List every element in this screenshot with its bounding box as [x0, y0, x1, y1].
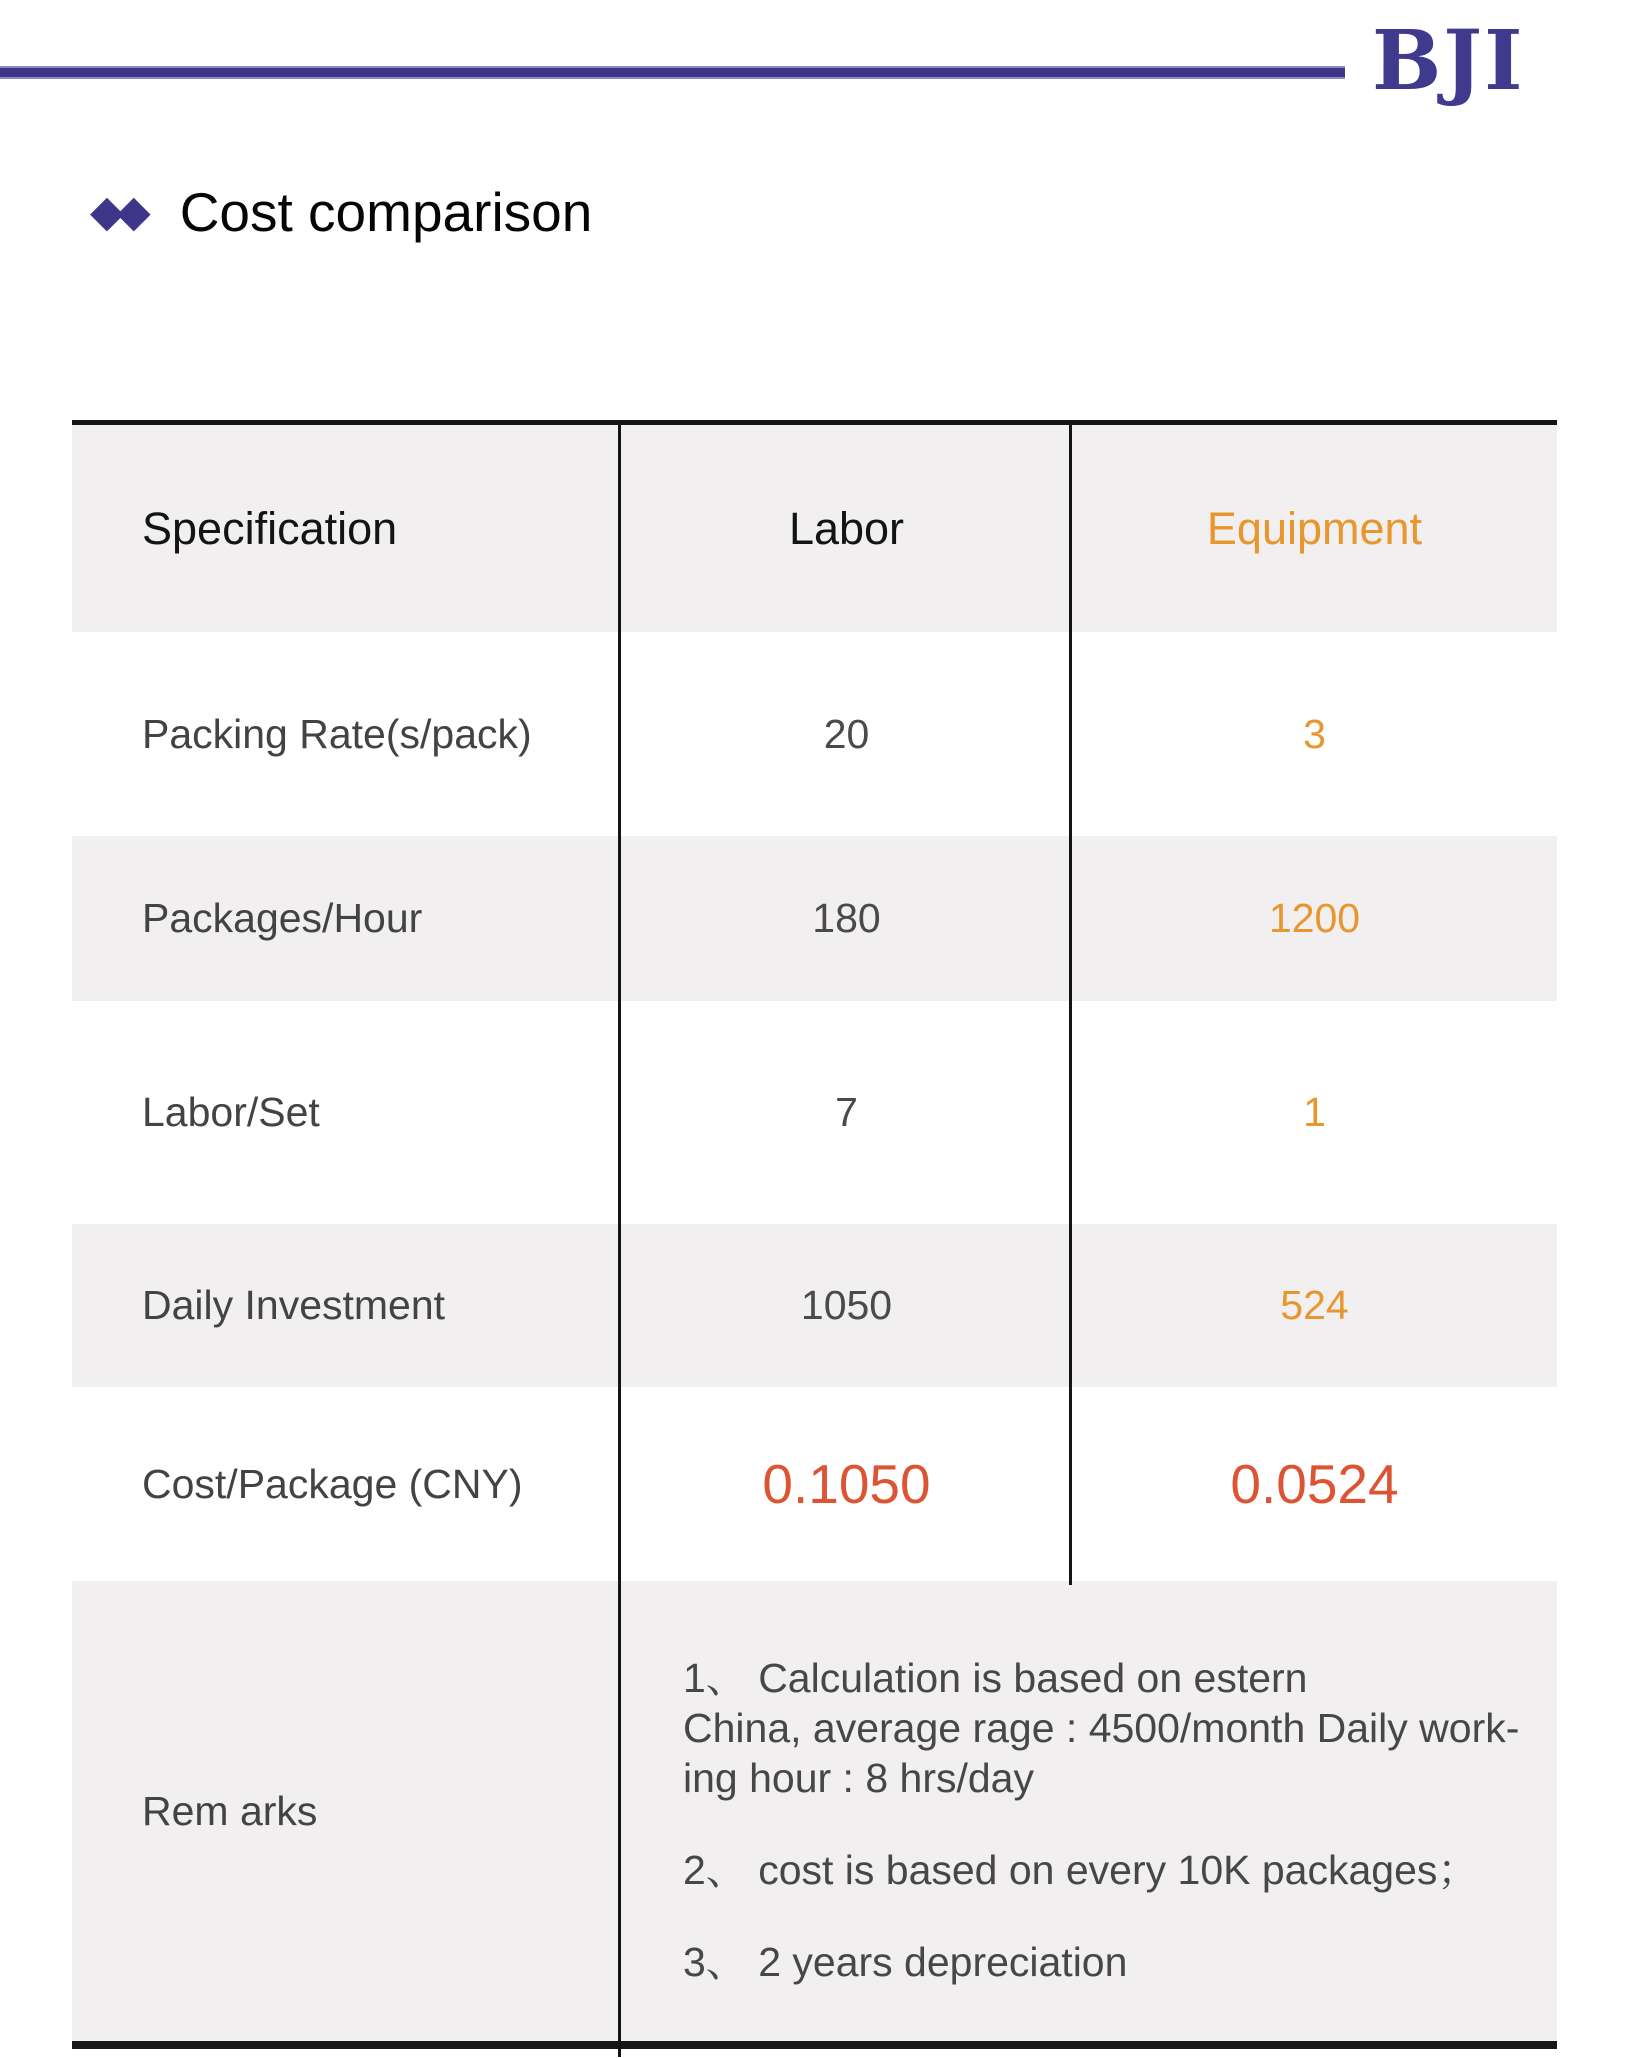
- cost-comparison-table: [72, 420, 1557, 2049]
- labor-value: 20: [823, 710, 870, 757]
- remarks-label: Rem arks: [142, 1787, 318, 1834]
- equipment-cost-value: 0.0524: [1230, 1453, 1399, 1515]
- header-equipment: Equipment: [1206, 502, 1423, 554]
- column-divider-2: [1069, 425, 1072, 1585]
- table-row-cost-package: [72, 1387, 1557, 1581]
- remark-line-2: China, average rage : 4500/month Daily work-: [683, 1705, 1520, 1751]
- row-label: Daily Investment: [142, 1282, 446, 1328]
- remark-line-1: 1、 Calculation is based on estern: [683, 1655, 1308, 1701]
- remarks-content: [621, 1581, 1557, 2041]
- remark-line-4: 2、 cost is based on every 10K packages；: [683, 1847, 1479, 1893]
- row-label: Packing Rate(s/pack): [142, 710, 532, 757]
- table-row-packing-rate: [72, 632, 1557, 836]
- table-row-labor-set: [72, 1001, 1557, 1224]
- equipment-value: 1200: [1268, 895, 1361, 941]
- title-row: [90, 178, 592, 246]
- row-label: Packages/Hour: [142, 895, 423, 941]
- equipment-value: 3: [1303, 710, 1326, 757]
- row-label: Cost/Package (CNY): [142, 1460, 523, 1507]
- table-row-packages-hour: [72, 836, 1557, 1001]
- labor-value: 1050: [800, 1282, 893, 1328]
- diamond-bullet-icon: ◆◆: [90, 187, 144, 236]
- labor-cost-value: 0.1050: [762, 1453, 931, 1515]
- header-specification: Specification: [142, 502, 398, 554]
- labor-value: 7: [835, 1089, 858, 1135]
- remark-line-5: 3、 2 years depreciation: [683, 1939, 1128, 1985]
- table-header-row: [72, 425, 1557, 632]
- page-title: Cost comparison: [179, 180, 593, 243]
- labor-value: 180: [812, 895, 881, 941]
- column-divider-1: [618, 425, 621, 2057]
- brand-logo: BJI: [1372, 13, 1525, 109]
- header-rule: [0, 66, 1345, 79]
- header-labor: Labor: [788, 502, 905, 554]
- table-row-remarks: [72, 1581, 1557, 2049]
- equipment-value: 524: [1280, 1282, 1349, 1328]
- remark-line-3: ing hour : 8 hrs/day: [683, 1755, 1034, 1801]
- equipment-value: 1: [1303, 1089, 1326, 1135]
- row-label: Labor/Set: [142, 1089, 320, 1135]
- table-row-daily-investment: [72, 1224, 1557, 1387]
